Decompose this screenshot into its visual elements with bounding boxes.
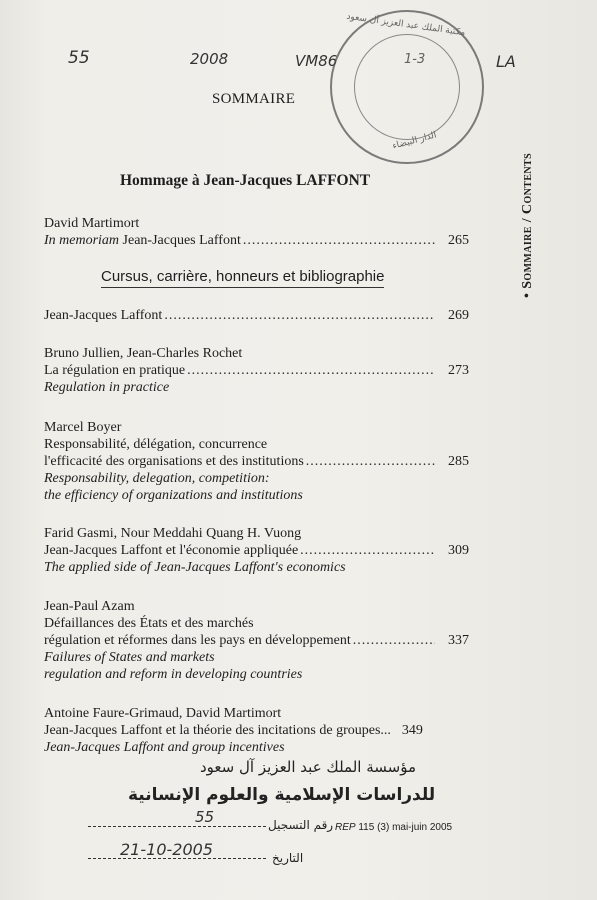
- library-stamp: [330, 10, 484, 164]
- entry-title: régulation et réformes dans les pays en développement: [44, 633, 351, 648]
- bottom-handwritten-number: 55: [195, 808, 215, 826]
- entry-page: 273: [448, 363, 469, 378]
- leader-dots: [300, 542, 435, 559]
- toc-entry: [44, 598, 469, 683]
- entry-title-line: [44, 232, 469, 249]
- entry-page: 309: [448, 543, 469, 558]
- registration-label: رقم التسجيل: [268, 818, 334, 832]
- entry-title-italic: In memoriam: [44, 233, 120, 248]
- date-label: التاريخ: [272, 851, 304, 865]
- entry-author: Antoine Faure-Grimaud, David Martimort: [44, 706, 282, 721]
- section-title: Cursus, carrière, honneurs et bibliographie: [101, 268, 384, 288]
- sommaire-heading: SOMMAIRE: [212, 91, 296, 107]
- registration-line: [88, 826, 266, 827]
- journal-name: REP: [335, 822, 356, 833]
- entry-english-title: the efficiency of organizations and institutions: [44, 488, 303, 503]
- entry-author: Bruno Jullien, Jean-Charles Rochet: [44, 346, 243, 361]
- toc-entry: [44, 215, 469, 249]
- leader-dots: [243, 232, 435, 249]
- entry-page: 269: [448, 308, 469, 323]
- entry-page: 265: [448, 233, 469, 248]
- entry-author: Farid Gasmi, Nour Meddahi Quang H. Vuong: [44, 526, 302, 541]
- handwritten-mark-left: 55: [68, 48, 90, 68]
- entry-english-title: regulation and reform in developing countries: [44, 667, 303, 682]
- bottom-handwritten-date: 21-10-2005: [120, 840, 213, 859]
- bottom-stamp-line2: للدراسات الإسلامية والعلوم الإنسانية: [128, 785, 436, 805]
- leader-dots: [187, 362, 435, 379]
- entry-title-first-line: Responsabilité, délégation, concurrence: [44, 437, 268, 452]
- toc-entry: [44, 307, 469, 324]
- entry-author: Jean-Paul Azam: [44, 599, 135, 614]
- entry-page: 337: [448, 633, 469, 648]
- leader-dots: [306, 453, 435, 470]
- entry-page: 349: [401, 723, 423, 738]
- entry-title-line: [44, 632, 469, 649]
- entry-english-title: The applied side of Jean-Jacques Laffont's economics: [44, 560, 346, 575]
- entry-title: [44, 232, 241, 249]
- handwritten-code: VM86: [295, 52, 338, 70]
- entry-english-title: Regulation in practice: [44, 380, 170, 395]
- entry-title: Jean-Jacques Laffont: [44, 308, 163, 323]
- entry-title-line: [44, 453, 469, 470]
- entry-author: Marcel Boyer: [44, 420, 122, 435]
- library-stamp-number: 1-3: [404, 52, 426, 67]
- side-label-text: • Sommaire / Contents: [520, 152, 535, 298]
- entry-author: David Martimort: [44, 216, 140, 231]
- toc-entry: [44, 705, 469, 756]
- toc-entry: [44, 419, 469, 504]
- bottom-stamp-line1: مؤسسة الملك عبد العزيز آل سعود: [200, 758, 416, 776]
- entry-title-line: [44, 362, 469, 379]
- entry-english-title: Jean-Jacques Laffont and group incentives: [44, 740, 285, 755]
- leader-dots: [164, 307, 435, 324]
- entry-title-line: [44, 307, 469, 324]
- journal-issue: 115 (3) mai-juin 2005: [358, 822, 453, 833]
- hommage-title: Hommage à Jean-Jacques LAFFONT: [120, 172, 371, 189]
- journal-footer: [335, 822, 452, 833]
- leader-dots: [353, 632, 435, 649]
- entry-english-title: Failures of States and markets: [44, 650, 215, 665]
- entry-english-title: Responsability, delegation, competition:: [44, 471, 270, 486]
- entry-title: l'efficacité des organisations et des institutions: [44, 454, 304, 469]
- toc-entry: [44, 345, 469, 396]
- toc-entry: [44, 525, 469, 576]
- entry-title-rest: Jean-Jacques Laffont: [119, 233, 241, 248]
- handwritten-mark-right: LA: [496, 52, 516, 71]
- entry-title-line: [44, 542, 469, 559]
- entry-title-first-line: Défaillances des États et des marchés: [44, 616, 254, 631]
- library-stamp-city: الدار البيضاء: [391, 130, 438, 152]
- entry-title: Jean-Jacques Laffont et la théorie des incitations de groupes...: [44, 723, 391, 738]
- entry-page: 285: [448, 454, 469, 469]
- entry-title: Jean-Jacques Laffont et l'économie appliquée: [44, 543, 299, 558]
- side-label: [508, 80, 544, 300]
- library-stamp-inner: [354, 34, 460, 140]
- handwritten-year: 2008: [190, 50, 229, 68]
- date-line: [88, 858, 266, 859]
- entry-title-line: [44, 722, 469, 739]
- library-stamp-ring-text: مكتبة الملك عبد العزيز آل سعود: [345, 11, 466, 39]
- entry-title: La régulation en pratique: [44, 363, 186, 378]
